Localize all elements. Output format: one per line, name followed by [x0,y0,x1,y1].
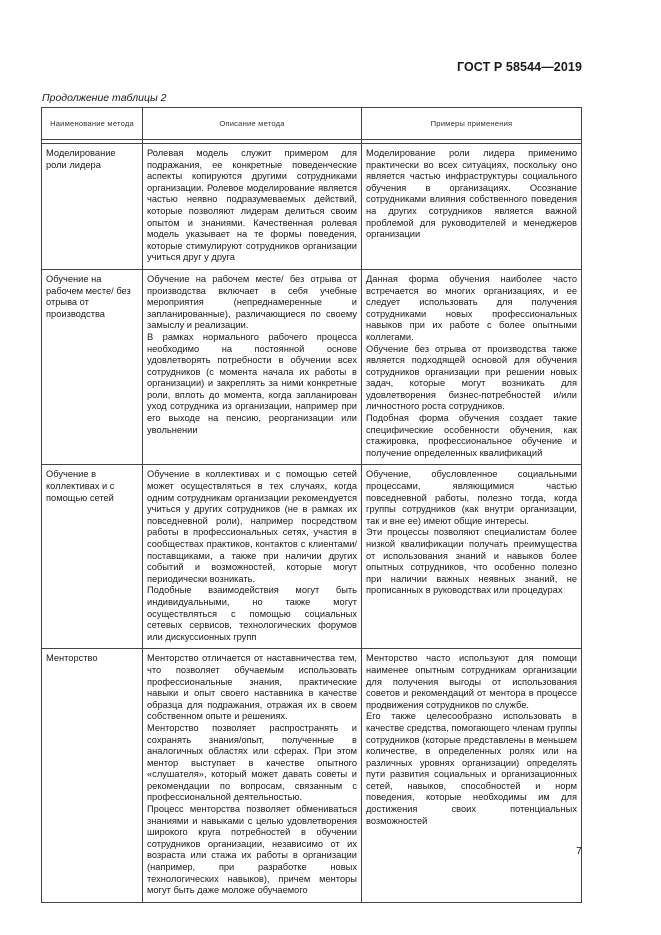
method-name-cell: Обучение на рабочем месте/ без отрыва от производства [42,269,143,465]
examples-paragraph: Подобная форма обучения создает такие специфические особенности обучения, как стажировка, профессиональное обучение и получение определенных квалификаций [366,413,577,458]
usage-examples-cell [362,144,582,270]
method-name-cell: Моделирование роли лидера [42,144,143,270]
examples-paragraph: Моделирование роли лидера применимо практически во всех ситуациях, поскольку оно является частью инфраструктуры социального обучения в организациях. Осознание сотрудниками влияния собственного поведения на других сотрудников является важной проблемой для руководителей и менеджеров организации [366,148,577,240]
usage-examples-cell [362,269,582,465]
description-paragraph: Обучение на рабочем месте/ без отрыва от производства включает в себя учебные мероприятия (непреднамеренные и запланированные), различающиеся по своему замыслу и реализации. [147,273,357,331]
method-description-cell [143,269,362,465]
document-code: ГОСТ Р 58544—2019 [456,60,582,74]
method-name-cell: Менторство [42,649,143,902]
description-paragraph: Ролевая модель служит примером для подражания, ее конкретные поведенческие аспекты копируются другими сотрудниками организации. Ролевое моделирование является частью неявно подразумеваемых действий, которые позволяют лидерам делиться своим опытом и знаниями. Качественная ролевая модель указывает на те формы поведения, которые стимулируют сотрудников организации учиться друг у друга [147,148,357,263]
description-paragraph: Подобные взаимодействия могут быть индивидуальными, но также могут осуществляться с помощью социальных сетевых сервисов, технологических форумов или дискуссионных групп [147,585,357,642]
column-header-method-name: Наименование метода [42,108,143,140]
method-description-cell [143,649,362,902]
examples-paragraph: Эти процессы позволяют специалистам более низкой квалификации получать преимущества от использования знаний и навыков более опытных сотрудников, что особенно полезно при наличии важных неявных знаний, не прописанных в руководствах или процедурах [366,527,577,596]
methods-table [41,107,582,903]
examples-paragraph: Его также целесообразно использовать в качестве средства, помогающего членам группы сотрудников (которые представлены в меньшем количестве, в определенных ролях или на различных уровнях организации) определять пути развития социальных и организационных сетей, навыков, способностей и норм поведения, которые необходимы им для достижения своих потенциальных возможностей [366,711,577,826]
description-paragraph: Менторство отличается от наставничества тем, что позволяет обучаемым использовать профессиональные знания, практические навыки и опыт своего наставника в качестве образца для подражания, отражая их в своем собственном опыте и решениях. [147,653,357,722]
description-paragraph: Обучение в коллективах и с помощью сетей может осуществляться в тех случаях, когда одним сотрудникам организации рекомендуется учиться у других сотрудников (не в рамках их повседневной роли), например посредством работы в профессиональных сетях, участия в сообществах практиков, контактов с клиентами/поставщиками, а также при наличии других событий и возможностей, которые могут периодически возникать. [147,469,357,584]
table-header-row [42,108,582,140]
table-row [42,144,582,270]
description-paragraph: В рамках нормального рабочего процесса необходимо на постоянной основе удовлетворять потребности в обучении всех сотрудников (с момента начала их работы в организации) и закреплять за ними конкретные роли, вплоть до момента, когда запланирован уход сотрудника из организации, например при его выходе на пенсию, реорганизации или увольнении [147,331,357,435]
examples-paragraph: Обучение, обусловленное социальными процессами, являющимися частью повседневной работы, полезно тогда, когда группы сотрудников (как внутри организации, так и вне ее) имеют общие интересы. [366,469,577,526]
table-row [42,269,582,465]
column-header-examples: Примеры применения [362,108,582,140]
examples-paragraph: Обучение без отрыва от производства также является подходящей основой для обучения сотрудников организации при решении новых задач, которые могут возникать для удовлетворения бизнес-потребностей и/или личностного роста сотрудников. [366,343,577,412]
table-row [42,649,582,902]
table-continuation-caption: Продолжение таблицы 2 [42,92,167,104]
description-paragraph: Процесс менторства позволяет обмениваться знаниями и навыками с целью удовлетворения широкого круга потребностей в обучении сотрудников организации, независимо от их возраста или стажа их работы в организации (например, при разработке новых технологических навыков), причем менторы могут быть даже моложе обучаемого [147,804,357,896]
page-number: 7 [576,845,582,857]
method-name-cell: Обучение в коллективах и с помощью сетей [42,465,143,649]
method-description-cell [143,144,362,270]
description-paragraph: Менторство позволяет распространять и сохранять знания/опыт, полученные в аналогичных областях или сферах. При этом ментор выступает в качестве опытного «слушателя», который может давать советы и рекомендации по вопросам, связанным с профессиональной деятельностью. [147,722,357,803]
examples-paragraph: Данная форма обучения наиболее часто встречается во многих организациях, и ее следует использовать для получения сотрудниками новых профессиональных навыков при их работе с более опытными коллегами. [366,273,577,342]
usage-examples-cell [362,649,582,902]
examples-paragraph: Менторство часто используют для помощи наименее опытным сотрудникам организации для получения выгоды от использования советов и рекомендаций от ментора в процессе продвижения сотрудников по службе. [366,653,577,710]
column-header-description: Описание метода [143,108,362,140]
usage-examples-cell [362,465,582,649]
method-description-cell [143,465,362,649]
table-row [42,465,582,649]
